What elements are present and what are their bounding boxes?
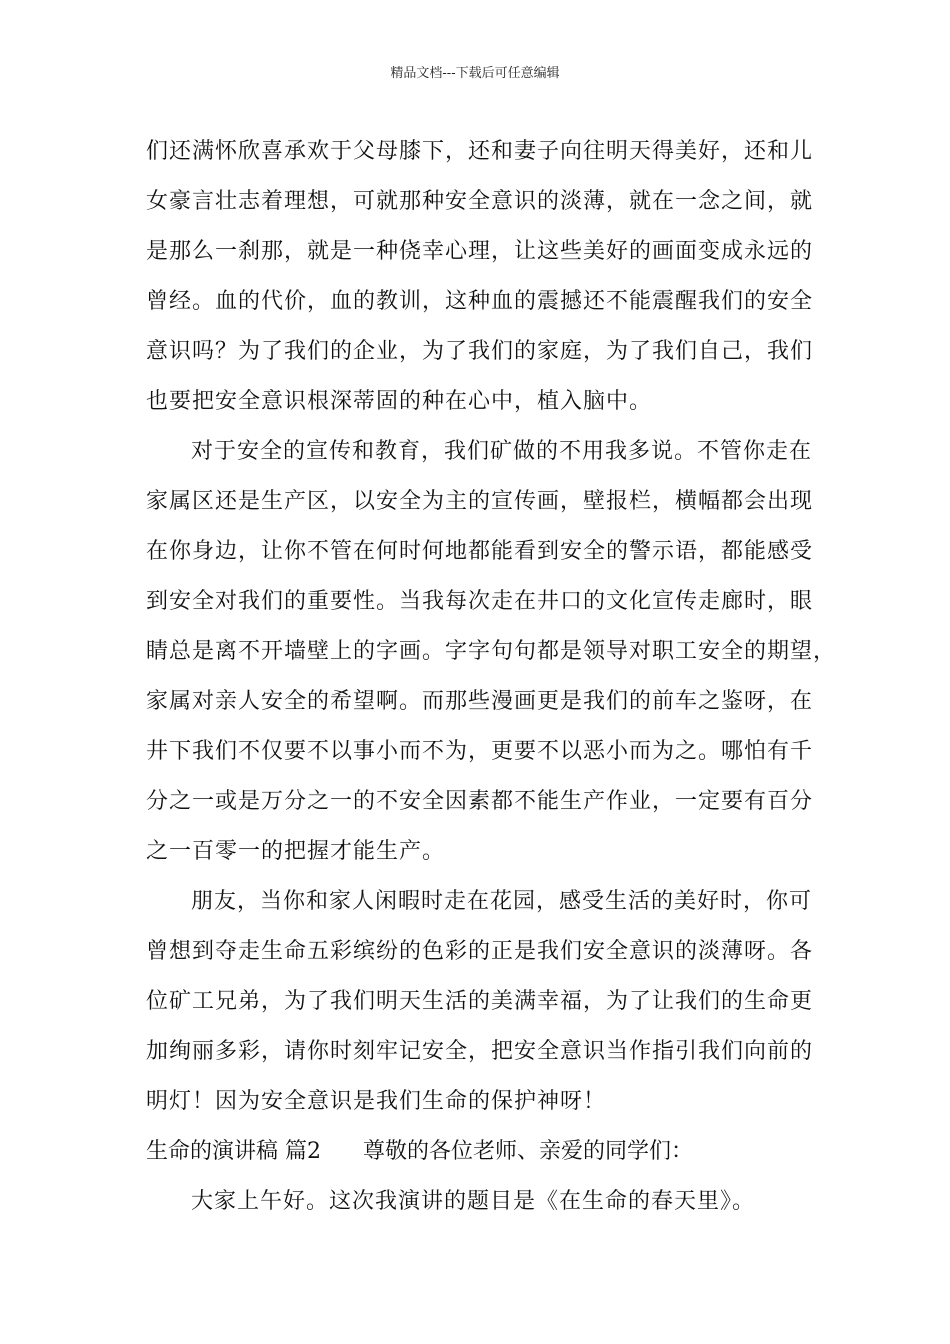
text-line: 家属区还是生产区，以安全为主的宣传画，壁报栏，横幅都会出现 <box>146 489 814 514</box>
text-line: 分之一或是万分之一的不安全因素都不能生产作业，一定要有百分 <box>146 789 814 814</box>
paragraph-2 <box>146 427 837 877</box>
text-line: 朋友，当你和家人闲暇时走在花园，感受生活的美好时，你可 <box>191 889 813 914</box>
text-line: 明灯！因为安全意识是我们生命的保护神呀！ <box>146 1089 607 1114</box>
text-line: 曾想到夺走生命五彩缤纷的色彩的正是我们安全意识的淡薄呀。各 <box>146 939 814 964</box>
text-line: 女豪言壮志着理想，可就那种安全意识的淡薄，就在一念之间，就 <box>146 189 814 214</box>
section-heading <box>146 1127 828 1177</box>
text-line: 位矿工兄弟，为了我们明天生活的美满幸福，为了让我们的生命更 <box>146 989 814 1014</box>
text-line: 们还满怀欣喜承欢于父母膝下，还和妻子向往明天得美好，还和儿 <box>146 139 814 164</box>
text-line: 是那么一刹那，就是一种侥幸心理，让这些美好的画面变成永远的 <box>146 239 814 264</box>
text-line: 曾经。血的代价，血的教训，这种血的震撼还不能震醒我们的安全 <box>146 289 814 314</box>
text-line: 也要把安全意识根深蒂固的种在心中，植入脑中。 <box>146 389 653 414</box>
text-line: 家属对亲人安全的希望啊。而那些漫画更是我们的前车之鉴呀，在 <box>146 689 814 714</box>
section-opening: 大家上午好。这次我演讲的题目是《在生命的春天里》。 <box>191 1189 756 1214</box>
text-line: 井下我们不仅要不以事小而不为，更要不以恶小而为之。哪怕有千 <box>146 739 814 764</box>
page-header: 精品文档---下载后可任意编辑 <box>390 66 560 81</box>
text-line: 在你身边，让你不管在何时何地都能看到安全的警示语，都能感受 <box>146 539 814 564</box>
text-line: 对于安全的宣传和教育，我们矿做的不用我多说。不管你走在 <box>191 439 813 464</box>
paragraph-1 <box>146 127 828 427</box>
text-line: 到安全对我们的重要性。当我每次走在井口的文化宣传走廊时，眼 <box>146 589 814 614</box>
section-title: 生命的演讲稿 篇2 <box>146 1139 321 1164</box>
text-line: 之一百零一的把握才能生产。 <box>146 839 446 864</box>
text-line: 睛总是离不开墙壁上的字画。字字句句都是领导对职工安全的期望， <box>146 639 837 664</box>
section-greeting: 尊敬的各位老师、亲爱的同学们： <box>363 1139 694 1164</box>
document-body <box>146 127 837 1227</box>
text-line: 意识吗？为了我们的企业，为了我们的家庭，为了我们自己，我们 <box>146 339 814 364</box>
text-line: 加绚丽多彩，请你时刻牢记安全，把安全意识当作指引我们向前的 <box>146 1039 814 1064</box>
paragraph-3 <box>146 877 828 1127</box>
